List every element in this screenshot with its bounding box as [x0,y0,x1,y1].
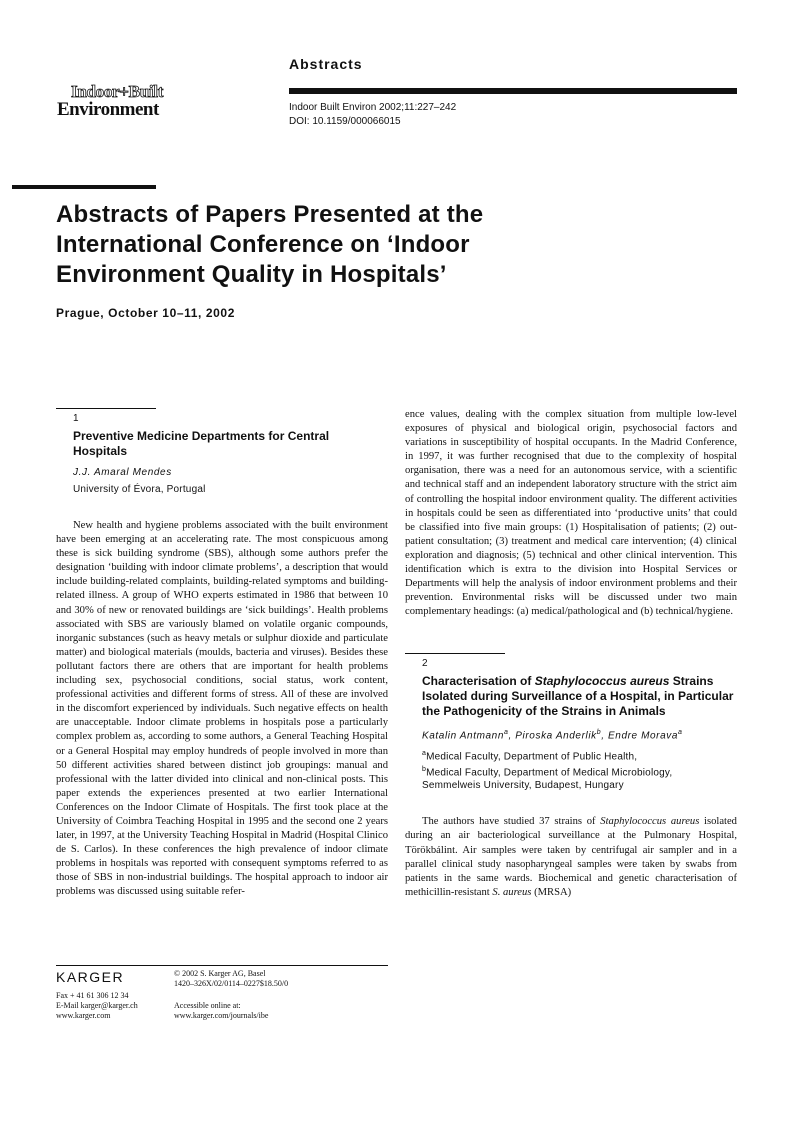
affiliation-line [422,747,737,763]
abstract-title: Preventive Medicine Departments for Central Hospitals [73,429,330,458]
title-line-2: International Conference on ‘Indoor [56,231,470,258]
header-rule [289,88,737,94]
online-access [174,1001,268,1021]
abstract-number: 2 [422,658,428,670]
abstract-number: 1 [73,413,79,424]
copyright-block [174,969,288,989]
affiliation-text: Medical Faculty, Department of Medical Microbiology, [426,767,673,779]
affiliation-line: Semmelweis University, Budapest, Hungary [422,780,624,792]
fax-line: Fax + 41 61 306 12 34 [56,991,129,1000]
author-superscript: a [678,729,683,737]
title-line-1: Abstracts of Papers Presented at the [56,201,484,228]
affiliation-superscript: b [422,766,427,774]
author-superscript: a [504,729,509,737]
issn-line: 1420–326X/02/0114–0227$18.50/0 [174,979,289,988]
web-line: www.karger.com [56,1011,111,1020]
right-column [405,408,737,900]
author-name: Endre Morava [608,730,679,742]
abstract-affiliation [422,747,737,793]
body-text: (MRSA) [531,886,572,898]
body-text: isolated during an air bacteriological surveillance at the Pulmonary Hospital, Törökbálint. Air samples were taken by centrifugal air sampler and in a parallel clinical study nasopharyngeal samples were taken by swabs from patients in the same wards. Biochemical and genetic characterisation of methicillin-resistant [405,816,737,898]
affiliation-superscript: a [422,749,427,757]
footer-rule [56,965,388,966]
title-text: Strains Isolated during Surveillance of a Hospital, in Particular the Pathogenicity of the Strains in Animals [422,674,734,719]
email-line: E-Mail karger@karger.ch [56,1001,138,1010]
online-label: Accessible online at: [174,1001,241,1010]
publisher-logo: KARGER [56,969,125,985]
journal-logo [57,84,207,119]
copyright-line: © 2002 S. Karger AG, Basel [174,969,266,978]
left-column [56,408,388,900]
affiliation-line [422,763,737,779]
author-separator: , [508,730,516,742]
abstract-affiliation: University of Évora, Portugal [73,484,206,495]
author-name: Piroska Anderlik [515,730,597,742]
abstract-authors [422,726,737,742]
title-line-3: Environment Quality in Hospitals’ [56,261,447,288]
publisher-contact [56,991,138,1021]
abstract-body: New health and hygiene problems associated with the built environment have been emerging at an accelerating rate. The most conspicuous among these is sick building syndrome (SBS), although some authors prefer the designation ‘building with indoor climate problems’, a description that would include building-related complaints, building-related symptoms and building-related illness. A group of WHO experts estimated in 1986 that between 10 and 30% of new or renovated buildings are ‘sick buildings’. Health problems associated with SBS are variously blamed on volatile organic compounds, inorganic substances (such as heavy metals or sulphur dioxide and particulate matter) and biological materials (moulds, bacteria and viruses). Besides these pollutant factors there are others that are important for health problems including sex, psychosocial conditions, social status, work content, professional activities and different forms of stress. All of these are involved in the discomfort experienced by individuals. Such negative effects on health are unacceptable. Indoor climate problems in hospitals pose a particularly complex problem as, according to some authors, a General Teaching Hospital or a General Hospital may employ hundreds of people involved in more than 50 different activities shared between distinct job groupings: manual and professional with the latter divided into clinical and non-clinical posts. This paper extends the experiences presented at two earlier International Conferences on the Indoor Climate of Hospitals. The first took place at the University of Coimbra Teaching Hospital in 1995 and the second one 2 years later, in 1997, at the University Teaching Hospital in Madrid (Hospital Clinico de S. Carlos). In these conferences the high prevalence of indoor climate problems in hospitals was reported with consequent symptoms referred to as those of SBS in non-industrial buildings. The hospital approach to indoor air problems was discussed using suitable refer- [56,520,388,898]
author-superscript: b [596,729,602,737]
page-title [56,200,616,290]
online-url: www.karger.com/journals/ibe [174,1011,269,1020]
conference-date: Prague, October 10–11, 2002 [56,306,235,320]
body-species: S. aureus [492,886,532,898]
doi-line: DOI: 10.1159/000066015 [289,116,401,127]
author-name: Katalin Antmann [422,730,505,742]
abstract-body [405,815,737,900]
logo-line-1: Indoor+Built [71,82,164,101]
author-separator: , [601,730,609,742]
title-text: Characterisation of [422,674,535,689]
citation-line: Indoor Built Environ 2002;11:227–242 [289,102,457,113]
section-label: Abstracts [289,56,363,72]
abstract-authors: J.J. Amaral Mendes [73,467,172,478]
abstract-rule [405,653,505,654]
authors-line [422,726,737,742]
abstract-rule [56,408,156,409]
body-species: Staphylococcus aureus [600,816,700,828]
journal-citation [289,101,456,129]
title-rule [12,185,156,189]
logo-line-2: Environment [57,99,159,120]
abstract-body-continued: ence values, dealing with the complex situation from multiple low-level exposures of physical and biological origin, psychosocial factors and variations in susceptibility of hospital occupants. In the Madrid Conference, in 1997, it was further recognised that due to the complexity of hospital organisation, there was a need for an autonomous service, with a scientific and technical staff and an independent laboratory structure with the strict aim of controlling the hospital indoor environment quality. The different activities in hospitals could be seen as differentiated into ‘productive units’ that could be classified into five main groups: (1) Hospitalisation of patients; (2) out-patient consultation; (3) treatment and medical care intervention; (4) clinical exploration and diagnosis; (5) technical and other clinical intervention. This identification which is extra to the division into Hospital Services or Departments will help the analysis of indoor environment problems and their prevention. Environmental risks will be discussed under two main complementary headings: (a) medical/pathological and (b) technical/hygiene. [405,409,737,618]
affiliation-text: Medical Faculty, Department of Public Health, [426,751,638,763]
body-text: The authors have studied 37 strains of [422,816,601,828]
title-species: Staphylococcus aureus [534,674,670,689]
abstract-title [422,674,742,719]
